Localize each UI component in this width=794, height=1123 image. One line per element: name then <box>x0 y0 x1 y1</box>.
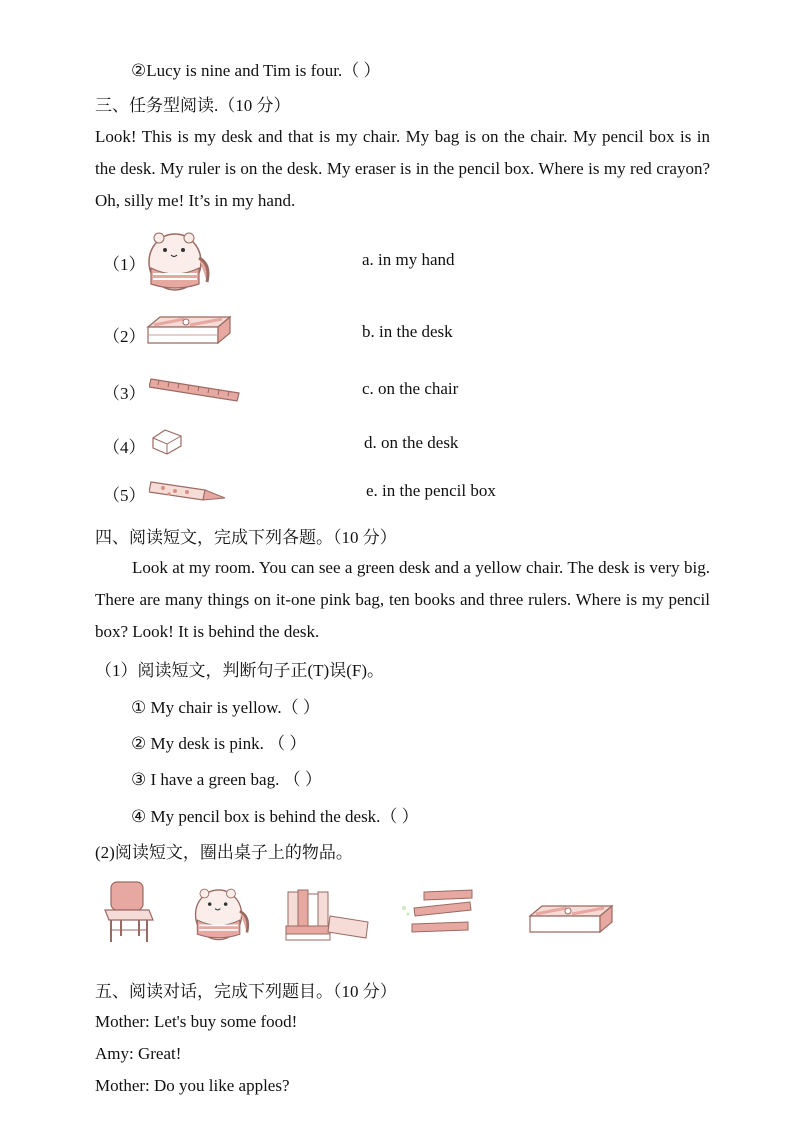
item-number-1: （1） <box>103 255 146 274</box>
statement-2: ② My desk is pink. （ ） <box>131 734 307 753</box>
crayon-icon <box>149 478 227 504</box>
ruler-icon <box>149 373 241 405</box>
statement-1: ① My chair is yellow.（ ） <box>131 698 320 717</box>
answer-c: c. on the chair <box>362 379 459 398</box>
item-number-3: （3） <box>103 384 146 403</box>
item-number-2: （2） <box>103 327 146 346</box>
answer-b: b. in the desk <box>362 322 453 341</box>
section4-sub1-heading: （1）阅读短文，判断句子正(T)误(F)。 <box>95 661 384 680</box>
section4-passage: Look at my room. You can see a green desk and a yellow chair. The desk is very big. There are many things on it-one pink bag, ten books and three rulers. Where is my pencil box? Look! It is behind the desk. <box>95 558 710 641</box>
item-number-4: （4） <box>103 438 146 457</box>
section4-sub2-heading: (2)阅读短文，圈出桌子上的物品。 <box>95 843 353 862</box>
answer-d: d. on the desk <box>364 433 459 452</box>
statement-3: ③ I have a green bag. （ ） <box>131 770 322 789</box>
section3-heading: 三、任务型阅读.（10 分） <box>95 96 291 115</box>
section4-heading: 四、阅读短文，完成下列各题。（10 分） <box>95 528 397 547</box>
backpack-icon <box>145 228 215 292</box>
dialogue-line-2: Amy: Great! <box>95 1044 182 1063</box>
rulers-icon <box>398 888 478 938</box>
dialogue-line-1: Mother: Let's buy some food! <box>95 1012 298 1031</box>
answer-a: a. in my hand <box>362 250 455 269</box>
statement-4: ④ My pencil box is behind the desk.（ ） <box>131 807 419 826</box>
section5-heading: 五、阅读对话，完成下列题目。（10 分） <box>95 982 397 1001</box>
backpack-icon-2 <box>192 883 254 943</box>
pencil-box-icon-2 <box>526 902 616 938</box>
section3-passage: Look! This is my desk and that is my chair. My bag is on the chair. My pencil box is in the desk. My ruler is on the desk. My eraser is in the pencil box. Where is my red crayon? Oh, silly me! It’s in my hand. <box>95 127 710 210</box>
chair-icon <box>103 880 155 944</box>
eraser-icon <box>151 426 183 456</box>
question-item-2: ②Lucy is nine and Tim is four.（ ） <box>131 61 381 80</box>
item-number-5: （5） <box>103 486 146 505</box>
pencil-box-icon <box>144 313 234 349</box>
answer-e: e. in the pencil box <box>366 481 496 500</box>
books-icon <box>284 886 370 942</box>
dialogue-line-3: Mother: Do you like apples? <box>95 1076 290 1095</box>
